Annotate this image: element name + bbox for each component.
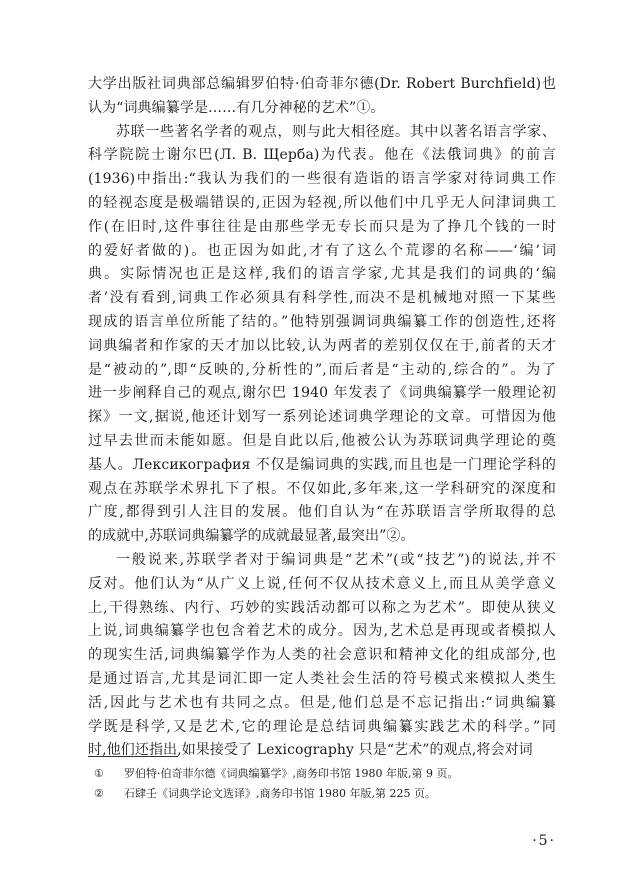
text-line: 词典编者和作家的天才加以比较,认为两者的差别仅仅在于,前者的天才: [88, 337, 556, 354]
footnotes: [88, 764, 556, 804]
text-line: 是“被动的”,即“反映的,分析性的”,而后者是“主动的,综合的”。为了: [88, 361, 556, 378]
text-line: 上说,词典编纂学也包含着艺术的成分。因为,艺术总是再现或者模拟人: [88, 623, 556, 640]
page-number: ·5·: [532, 833, 556, 849]
text-line: (1936)中指出:“我认为我们的一些很有造诣的语言学家对待词典工作: [88, 171, 556, 188]
footnote-divider: [88, 756, 178, 757]
text-line: 进一步阐释自己的观点,谢尔巴 1940 年发表了《词典编纂学一般理论初: [88, 385, 556, 402]
text-line: 探》一文,据说,他还计划写一系列论述词典学理论的文章。可惜因为他: [88, 409, 556, 426]
text-line: 是通过语言,尤其是词汇即一定人类社会生活的符号模式来模拟人类生: [88, 670, 556, 687]
text-line: 典。实际情况也正是这样,我们的语言学家,尤其是我们的词典的‘编: [88, 266, 556, 283]
paragraph: [88, 121, 556, 549]
text-line: 观点在苏联学术界扎下了根。不仅如此,多年来,这一学科研究的深度和: [88, 480, 556, 497]
footnote: [88, 784, 556, 804]
text-line: 苏联一些著名学者的观点，则与此大相径庭。其中以著名语言学家、: [116, 123, 556, 140]
text-line: 学既是科学,又是艺术,它的理论是总结词典编纂实践艺术的科学。”同: [88, 718, 556, 735]
text-line: 大学出版社词典部总编辑罗伯特·伯奇菲尔德(Dr. Robert Burchfield)也: [88, 76, 556, 92]
text-line: 科学院院士谢尔巴(Л. В. Щерба)为代表。他在《法俄词典》的前言: [88, 147, 556, 164]
text-line: 基人。Лексикография 不仅是编词典的实践,而且也是一门理论学科的: [88, 456, 556, 473]
text-line: 的现实生活,词典编纂学作为人类的社会意识和精神文化的组成部分,也: [88, 647, 556, 664]
text-line: 广度,都得到引人注目的发展。他们自认为“在苏联语言学所取得的总: [88, 504, 556, 521]
paragraph: [88, 73, 556, 121]
text-line: 时,他们还指出,如果接受了 Lexicography 只是“艺术”的观点,将会对词: [88, 742, 533, 759]
footnote-mark: ②: [94, 787, 104, 800]
footnote: [88, 764, 556, 784]
text-line: 过早去世而未能如愿。但是自此以后,他被公认为苏联词典学理论的奠: [88, 432, 556, 449]
text-line: 上,干得熟练、内行、巧妙的实践活动都可以称之为艺术”。即使从狭义: [88, 599, 556, 616]
text-line: 一般说来,苏联学者对于编词典是“艺术”(或“技艺”)的说法,并不: [116, 551, 556, 568]
text-line: 的成就中,苏联词典编纂学的成就最显著,最突出”②。: [88, 528, 415, 545]
text-line: 现成的语言单位所能了结的。”他特别强调词典编纂工作的创造性,还将: [88, 313, 556, 330]
footnote-text: 石肆壬《词典学论文选译》,商务印书馆 1980 年版,第 225 页。: [124, 787, 436, 800]
footnote-text: 罗伯特·伯奇菲尔德《词典编纂学》,商务印书馆 1980 年版,第 9 页。: [124, 767, 459, 780]
body-text: [88, 73, 556, 763]
text-line: 反对。他们认为“从广义上说,任何不仅从技术意义上,而且从美学意义: [88, 575, 556, 592]
text-line: 的爱好者做的)。也正因为如此,才有了这么个荒谬的名称——‘编’词: [88, 242, 556, 259]
footnote-mark: ①: [94, 767, 104, 780]
text-line: 的轻视态度是极端错误的,正因为轻视,所以他们中几乎无人问津词典工: [88, 194, 556, 211]
text-line: 者’没有看到,词典工作必须具有科学性,而决不是机械地对照一下某些: [88, 290, 556, 307]
paragraph: [88, 549, 556, 763]
text-line: 活,因此与艺术也有共同之点。但是,他们总是不忘记指出:“词典编纂: [88, 694, 556, 711]
text-line: 作(在旧时,这件事往往是由那些学无专长而只是为了挣几个钱的一时: [88, 218, 556, 235]
text-line: 认为“词典编纂学是……有几分神秘的艺术”①。: [88, 99, 385, 116]
